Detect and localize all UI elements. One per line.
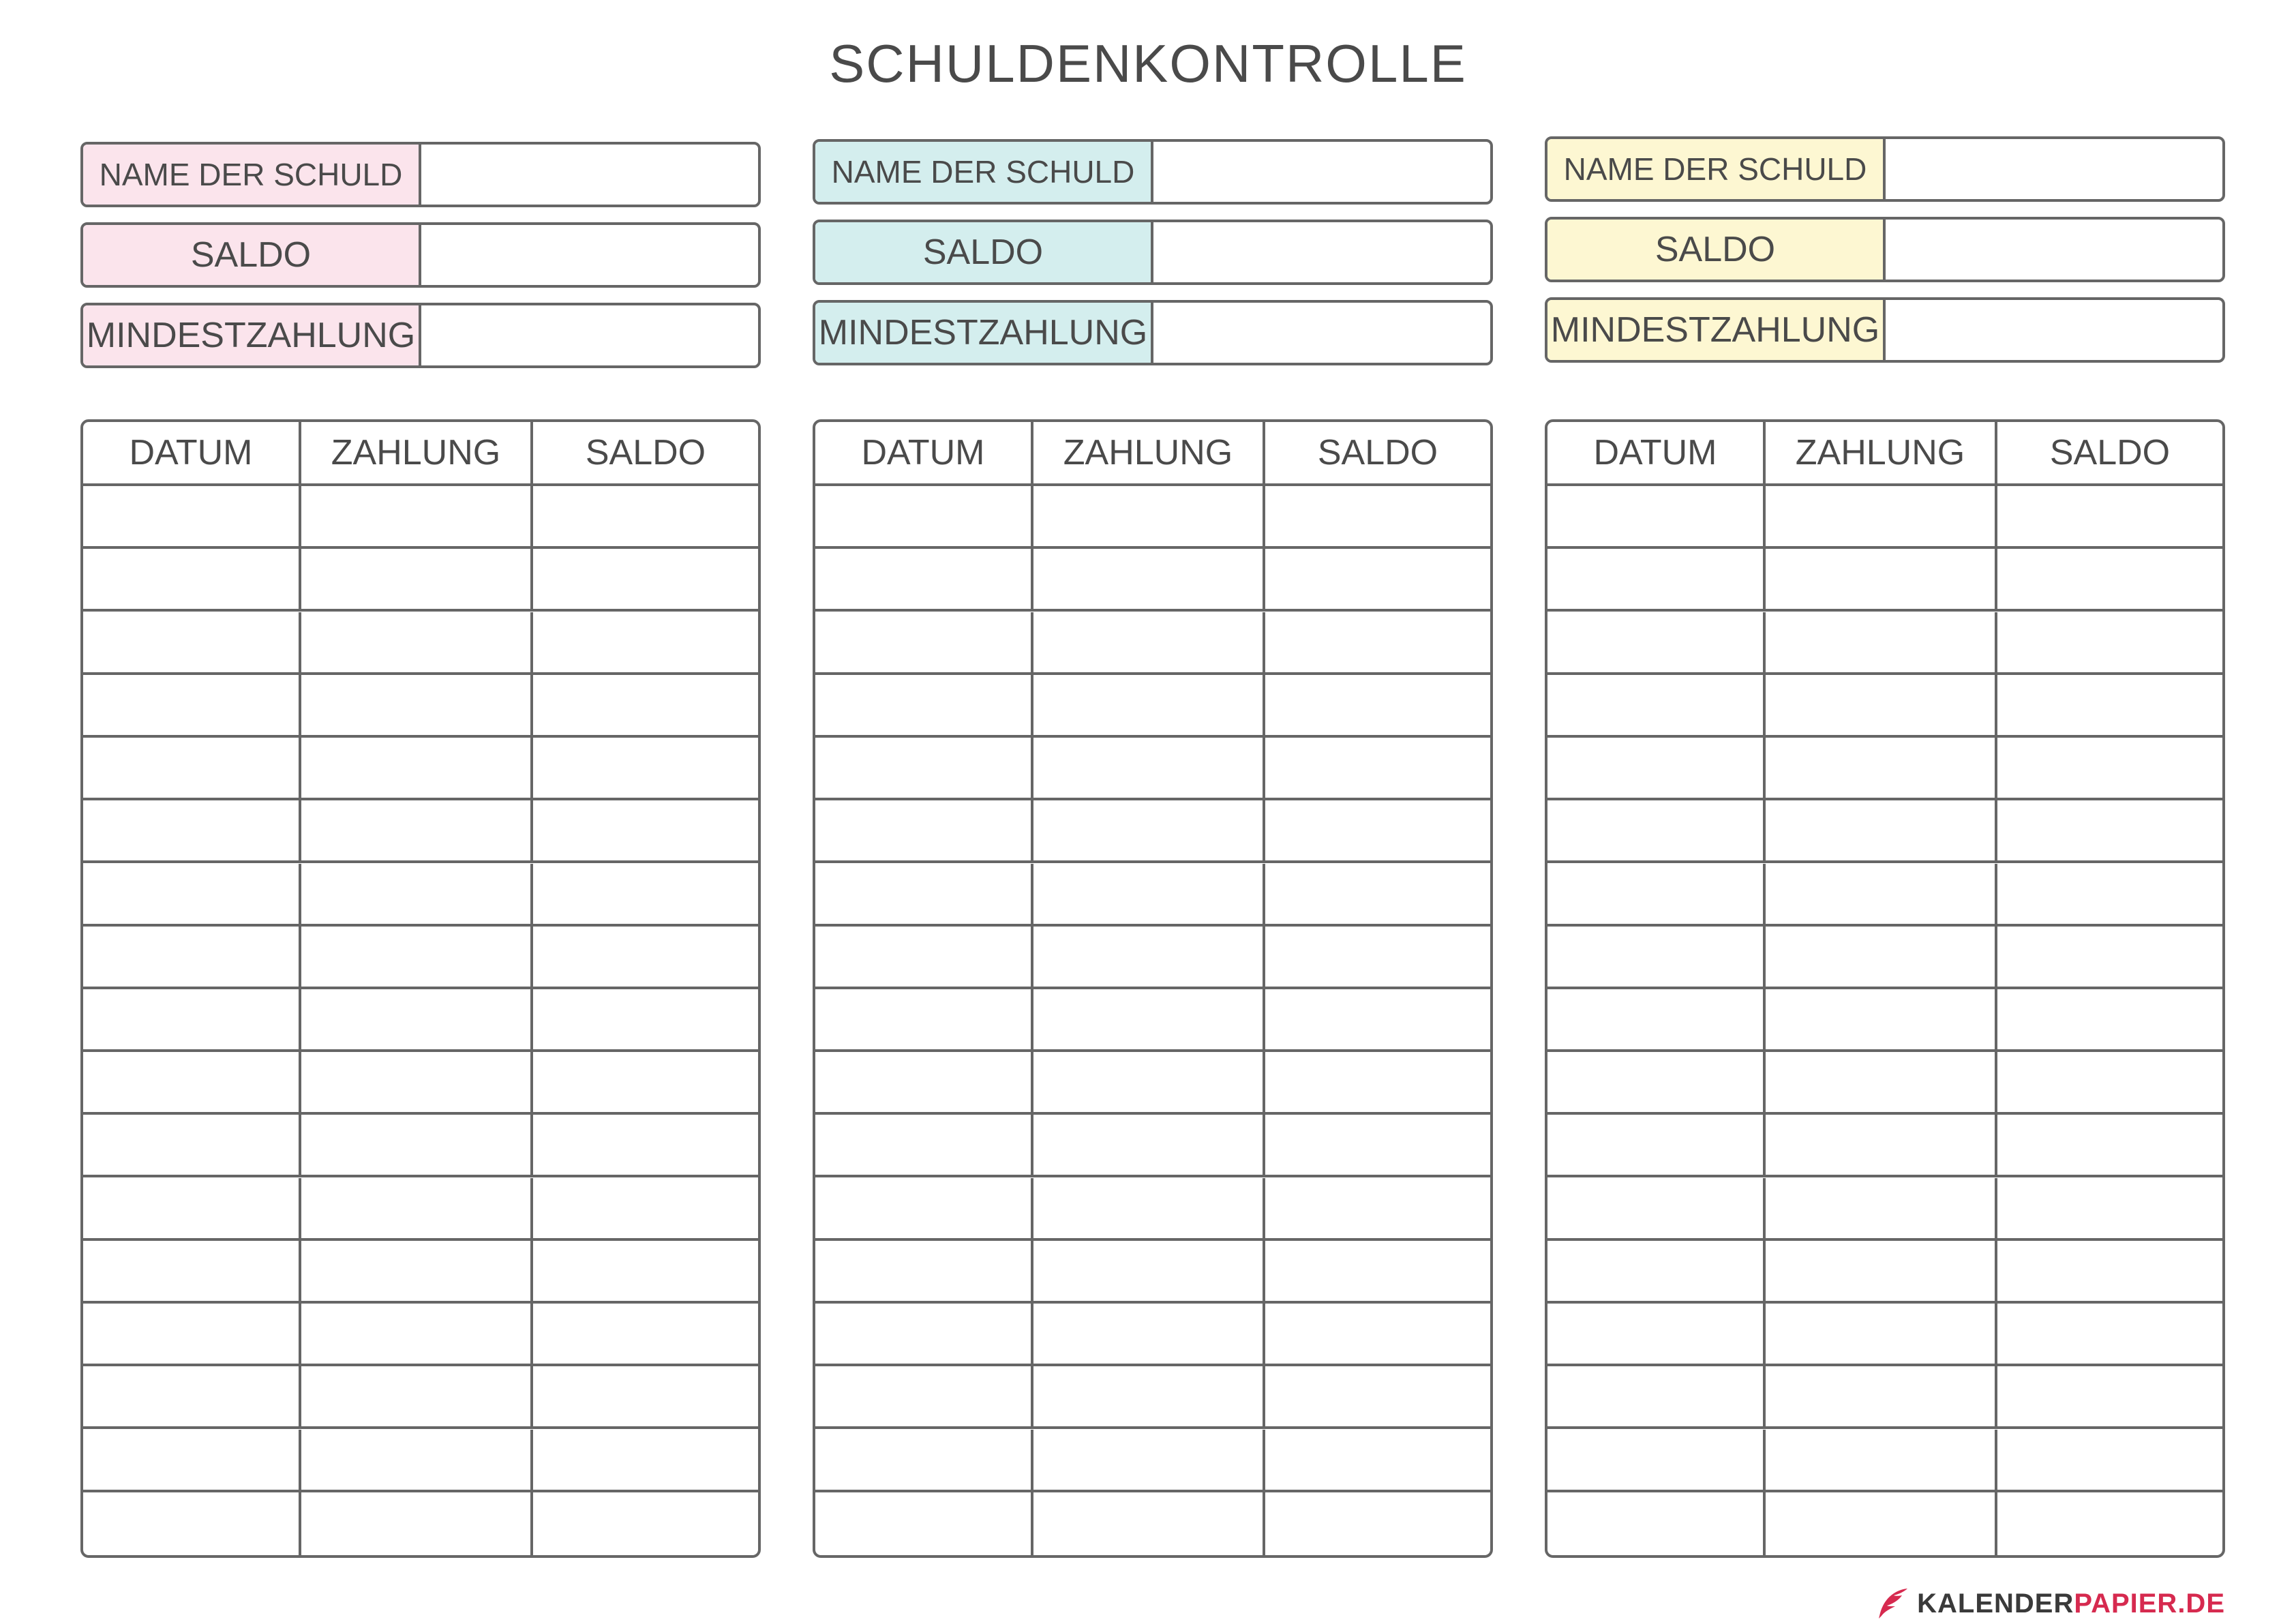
date-cell[interactable] xyxy=(815,549,1033,612)
payment-cell[interactable] xyxy=(301,675,533,738)
date-cell[interactable] xyxy=(815,1241,1033,1304)
date-cell[interactable] xyxy=(83,989,301,1052)
balance-cell[interactable] xyxy=(1997,927,2222,989)
balance-cell[interactable] xyxy=(1265,1492,1490,1555)
payment-cell[interactable] xyxy=(1033,1052,1265,1115)
balance-cell[interactable] xyxy=(1997,675,2222,738)
date-cell[interactable] xyxy=(83,1366,301,1429)
balance-cell[interactable] xyxy=(533,927,758,989)
debt-name-label: NAME DER SCHULD xyxy=(1547,139,1886,199)
date-cell[interactable] xyxy=(1547,549,1766,612)
payment-cell[interactable] xyxy=(1033,486,1265,549)
balance-cell[interactable] xyxy=(1265,1115,1490,1177)
date-cell[interactable] xyxy=(83,1052,301,1115)
balance-cell[interactable] xyxy=(1265,486,1490,549)
date-cell[interactable] xyxy=(1547,800,1766,863)
date-cell[interactable] xyxy=(83,1430,301,1492)
balance-input[interactable] xyxy=(1886,220,2222,280)
balance-cell[interactable] xyxy=(533,864,758,927)
date-cell[interactable] xyxy=(83,864,301,927)
balance-label: SALDO xyxy=(1547,220,1886,280)
balance-cell[interactable] xyxy=(1997,1178,2222,1241)
minimum-payment-label: MINDESTZAHLUNG xyxy=(815,303,1153,363)
date-cell[interactable] xyxy=(1547,738,1766,800)
date-cell[interactable] xyxy=(1547,1492,1766,1555)
date-cell[interactable] xyxy=(83,927,301,989)
minimum-payment-field xyxy=(813,300,1493,365)
date-cell[interactable] xyxy=(1547,1241,1766,1304)
balance-cell[interactable] xyxy=(1265,612,1490,675)
balance-cell[interactable] xyxy=(1997,1304,2222,1366)
payment-cell[interactable] xyxy=(301,549,533,612)
balance-field xyxy=(813,220,1493,285)
balance-cell[interactable] xyxy=(1265,1052,1490,1115)
balance-cell[interactable] xyxy=(533,1241,758,1304)
balance-cell[interactable] xyxy=(1265,675,1490,738)
payment-ledger xyxy=(813,419,1493,1558)
date-cell[interactable] xyxy=(815,675,1033,738)
payment-ledger xyxy=(80,419,761,1558)
payment-cell[interactable] xyxy=(301,1052,533,1115)
date-cell[interactable] xyxy=(83,800,301,863)
debt-name-input[interactable] xyxy=(421,145,758,205)
balance-input[interactable] xyxy=(1153,222,1490,282)
payment-cell[interactable] xyxy=(1033,1366,1265,1429)
payment-cell[interactable] xyxy=(1766,612,1997,675)
balance-cell[interactable] xyxy=(1997,1052,2222,1115)
date-cell[interactable] xyxy=(815,1430,1033,1492)
balance-cell[interactable] xyxy=(1265,1366,1490,1429)
date-cell[interactable] xyxy=(815,989,1033,1052)
payment-cell[interactable] xyxy=(301,1492,533,1555)
payment-cell[interactable] xyxy=(1766,927,1997,989)
balance-cell[interactable] xyxy=(533,738,758,800)
payment-cell[interactable] xyxy=(301,1304,533,1366)
brand-name-part-2: PAPIER.DE xyxy=(2074,1588,2225,1619)
balance-cell[interactable] xyxy=(533,675,758,738)
minimum-payment-input[interactable] xyxy=(1886,300,2222,360)
balance-cell[interactable] xyxy=(1265,1241,1490,1304)
date-cell[interactable] xyxy=(1547,989,1766,1052)
balance-label: SALDO xyxy=(83,225,421,285)
minimum-payment-input[interactable] xyxy=(421,305,758,365)
payment-cell[interactable] xyxy=(1766,1430,1997,1492)
payment-cell[interactable] xyxy=(1766,864,1997,927)
column-header-balance: SALDO xyxy=(1997,422,2222,486)
balance-cell[interactable] xyxy=(533,1178,758,1241)
balance-cell[interactable] xyxy=(1265,1178,1490,1241)
balance-cell[interactable] xyxy=(533,612,758,675)
quill-icon xyxy=(1875,1586,1910,1621)
date-cell[interactable] xyxy=(83,1115,301,1177)
payment-cell[interactable] xyxy=(1766,549,1997,612)
minimum-payment-label: MINDESTZAHLUNG xyxy=(83,305,421,365)
column-header-payment: ZAHLUNG xyxy=(1766,422,1997,486)
balance-cell[interactable] xyxy=(1265,927,1490,989)
payment-cell[interactable] xyxy=(1766,800,1997,863)
payment-cell[interactable] xyxy=(1766,1052,1997,1115)
balance-cell[interactable] xyxy=(1265,1430,1490,1492)
date-cell[interactable] xyxy=(83,1178,301,1241)
payment-cell[interactable] xyxy=(1766,1492,1997,1555)
date-cell[interactable] xyxy=(1547,612,1766,675)
payment-cell[interactable] xyxy=(1033,864,1265,927)
date-cell[interactable] xyxy=(1547,675,1766,738)
payment-cell[interactable] xyxy=(301,864,533,927)
debt-name-label: NAME DER SCHULD xyxy=(83,145,421,205)
payment-cell[interactable] xyxy=(1033,1430,1265,1492)
column-header-date: DATUM xyxy=(83,422,301,486)
payment-cell[interactable] xyxy=(1766,1304,1997,1366)
balance-cell[interactable] xyxy=(533,800,758,863)
balance-cell[interactable] xyxy=(1997,1430,2222,1492)
balance-cell[interactable] xyxy=(1997,738,2222,800)
balance-cell[interactable] xyxy=(1997,1366,2222,1429)
debt-name-input[interactable] xyxy=(1886,139,2222,199)
balance-cell[interactable] xyxy=(1265,1304,1490,1366)
balance-cell[interactable] xyxy=(1265,800,1490,863)
payment-cell[interactable] xyxy=(1033,549,1265,612)
payment-cell[interactable] xyxy=(1033,800,1265,863)
date-cell[interactable] xyxy=(1547,1178,1766,1241)
balance-cell[interactable] xyxy=(1265,864,1490,927)
balance-cell[interactable] xyxy=(1997,1115,2222,1177)
balance-cell[interactable] xyxy=(1997,864,2222,927)
balance-cell[interactable] xyxy=(533,1430,758,1492)
payment-cell[interactable] xyxy=(301,927,533,989)
column-header-date: DATUM xyxy=(1547,422,1766,486)
payment-cell[interactable] xyxy=(301,1430,533,1492)
balance-field xyxy=(1545,217,2225,282)
balance-cell[interactable] xyxy=(1997,800,2222,863)
payment-cell[interactable] xyxy=(1766,1366,1997,1429)
payment-cell[interactable] xyxy=(301,989,533,1052)
date-cell[interactable] xyxy=(83,486,301,549)
payment-cell[interactable] xyxy=(301,612,533,675)
date-cell[interactable] xyxy=(815,612,1033,675)
date-cell[interactable] xyxy=(815,1115,1033,1177)
balance-cell[interactable] xyxy=(533,989,758,1052)
date-cell[interactable] xyxy=(815,1304,1033,1366)
minimum-payment-label: MINDESTZAHLUNG xyxy=(1547,300,1886,360)
date-cell[interactable] xyxy=(815,927,1033,989)
debt-name-input[interactable] xyxy=(1153,142,1490,202)
date-cell[interactable] xyxy=(1547,486,1766,549)
payment-cell[interactable] xyxy=(1033,1492,1265,1555)
column-header-balance: SALDO xyxy=(533,422,758,486)
balance-cell[interactable] xyxy=(533,549,758,612)
date-cell[interactable] xyxy=(1547,1115,1766,1177)
balance-cell[interactable] xyxy=(1265,989,1490,1052)
debt-name-field xyxy=(80,142,761,207)
balance-cell[interactable] xyxy=(533,1492,758,1555)
date-cell[interactable] xyxy=(1547,1304,1766,1366)
payment-cell[interactable] xyxy=(301,1115,533,1177)
date-cell[interactable] xyxy=(815,486,1033,549)
payment-cell[interactable] xyxy=(1033,989,1265,1052)
date-cell[interactable] xyxy=(83,1304,301,1366)
balance-cell[interactable] xyxy=(533,486,758,549)
minimum-payment-field xyxy=(80,303,761,368)
date-cell[interactable] xyxy=(815,1366,1033,1429)
brand-logo xyxy=(1875,1583,2225,1624)
date-cell[interactable] xyxy=(815,738,1033,800)
date-cell[interactable] xyxy=(83,549,301,612)
date-cell[interactable] xyxy=(83,612,301,675)
payment-cell[interactable] xyxy=(1033,1178,1265,1241)
payment-cell[interactable] xyxy=(1766,738,1997,800)
date-cell[interactable] xyxy=(815,864,1033,927)
balance-label: SALDO xyxy=(815,222,1153,282)
debt-name-field xyxy=(813,139,1493,205)
payment-cell[interactable] xyxy=(1766,1241,1997,1304)
minimum-payment-input[interactable] xyxy=(1153,303,1490,363)
date-cell[interactable] xyxy=(815,1178,1033,1241)
payment-ledger xyxy=(1545,419,2225,1558)
date-cell[interactable] xyxy=(1547,927,1766,989)
balance-cell[interactable] xyxy=(1997,1241,2222,1304)
column-header-date: DATUM xyxy=(815,422,1033,486)
page-title: SCHULDENKONTROLLE xyxy=(829,33,1467,93)
date-cell[interactable] xyxy=(1547,1366,1766,1429)
date-cell[interactable] xyxy=(1547,864,1766,927)
payment-cell[interactable] xyxy=(301,1178,533,1241)
payment-cell[interactable] xyxy=(1033,612,1265,675)
debt-name-field xyxy=(1545,136,2225,202)
date-cell[interactable] xyxy=(83,1492,301,1555)
payment-cell[interactable] xyxy=(301,1241,533,1304)
payment-cell[interactable] xyxy=(301,486,533,549)
balance-input[interactable] xyxy=(421,225,758,285)
payment-cell[interactable] xyxy=(1033,738,1265,800)
date-cell[interactable] xyxy=(815,1052,1033,1115)
balance-cell[interactable] xyxy=(533,1115,758,1177)
date-cell[interactable] xyxy=(815,800,1033,863)
column-header-payment: ZAHLUNG xyxy=(301,422,533,486)
balance-field xyxy=(80,222,761,288)
debt-name-label: NAME DER SCHULD xyxy=(815,142,1153,202)
payment-cell[interactable] xyxy=(1766,1178,1997,1241)
balance-cell[interactable] xyxy=(1265,738,1490,800)
payment-cell[interactable] xyxy=(1766,1115,1997,1177)
column-header-balance: SALDO xyxy=(1265,422,1490,486)
payment-cell[interactable] xyxy=(1033,927,1265,989)
date-cell[interactable] xyxy=(83,738,301,800)
date-cell[interactable] xyxy=(1547,1430,1766,1492)
minimum-payment-field xyxy=(1545,297,2225,363)
payment-cell[interactable] xyxy=(1033,1304,1265,1366)
date-cell[interactable] xyxy=(83,1241,301,1304)
payment-cell[interactable] xyxy=(1033,1115,1265,1177)
column-header-payment: ZAHLUNG xyxy=(1033,422,1265,486)
balance-cell[interactable] xyxy=(533,1304,758,1366)
date-cell[interactable] xyxy=(815,1492,1033,1555)
balance-cell[interactable] xyxy=(1997,486,2222,549)
brand-name-part-1: KALENDER xyxy=(1917,1588,2074,1619)
balance-cell[interactable] xyxy=(1265,549,1490,612)
payment-cell[interactable] xyxy=(301,1366,533,1429)
payment-cell[interactable] xyxy=(301,738,533,800)
balance-cell[interactable] xyxy=(533,1052,758,1115)
payment-cell[interactable] xyxy=(1766,675,1997,738)
date-cell[interactable] xyxy=(83,675,301,738)
balance-cell[interactable] xyxy=(1997,549,2222,612)
payment-cell[interactable] xyxy=(1033,1241,1265,1304)
balance-cell[interactable] xyxy=(1997,989,2222,1052)
balance-cell[interactable] xyxy=(1997,1492,2222,1555)
payment-cell[interactable] xyxy=(1766,989,1997,1052)
date-cell[interactable] xyxy=(1547,1052,1766,1115)
payment-cell[interactable] xyxy=(301,800,533,863)
payment-cell[interactable] xyxy=(1766,486,1997,549)
balance-cell[interactable] xyxy=(533,1366,758,1429)
balance-cell[interactable] xyxy=(1997,612,2222,675)
payment-cell[interactable] xyxy=(1033,675,1265,738)
